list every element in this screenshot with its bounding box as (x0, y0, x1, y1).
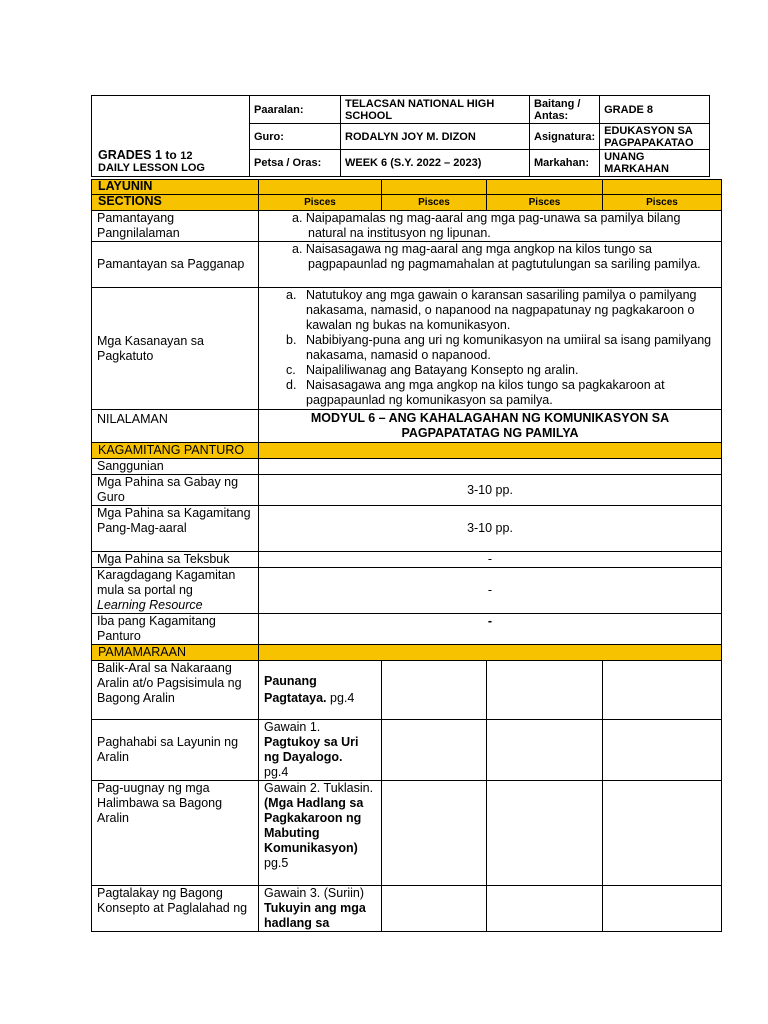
paghahabi-label: Paghahabi sa Layunin ng Aralin (92, 720, 259, 781)
header-table (91, 95, 710, 177)
pamantayan-text: a. Naisasagawa ng mag-aaral ang mga angkop na kilos tungo sa pagpapaunlad ng pagmamahalan at pagtutulungan sa sariling pamilya. (259, 242, 722, 288)
baitang-value: GRADE 8 (600, 96, 710, 124)
section-cell: Pisces (487, 195, 603, 211)
pamamaraan-header: PAMAMARAAN (92, 645, 259, 661)
pagtalakay-content: Gawain 3. (Suriin) Tukuyin ang mga hadlang sa (259, 886, 382, 932)
grades-title-cell: GRADES 1 to 12 DAILY LESSON LOG (92, 96, 250, 177)
lesson-log-table (91, 179, 722, 932)
gabay-label: Mga Pahina sa Gabay ng Guro (92, 475, 259, 506)
list-item: b. Nabibiyang-puna ang uri ng komunikasyon na umiiral sa isang pamilyang nakasama, namasid o napanood. (286, 333, 712, 362)
kagamitan-header: KAGAMITANG PANTURO (92, 443, 259, 459)
gabay-value: 3-10 pp. (259, 475, 722, 506)
teksbuk-label: Mga Pahina sa Teksbuk (92, 552, 259, 568)
petsa-value: WEEK 6 (S.Y. 2022 – 2023) (341, 150, 530, 177)
paguugnay-content: Gawain 2. Tuklasin. (Mga Hadlang sa Pagkakaroon ng Mabuting Komunikasyon) pg.5 (259, 781, 382, 886)
petsa-label: Petsa / Oras: (250, 150, 341, 177)
list-item: d. Naisasagawa ang mga angkop na kilos tungo sa pagkakaroon at pagpapaunlad ng komunikasyon sa pamilya. (286, 378, 665, 407)
layunin-header: LAYUNIN (92, 180, 259, 195)
kasanayan-list (259, 288, 722, 410)
markahan-label: Markahan: (530, 150, 600, 177)
kagamitan-mag-label: Mga Pahina sa Kagamitang Pang-Mag-aaral (92, 506, 259, 552)
pamantayang-label: Pamantayang Pangnilalaman (92, 211, 259, 242)
paghahabi-content: Gawain 1. Pagtukoy sa Uri ng Dayalogo. pg.4 (259, 720, 382, 781)
balik-aral-content: Paunang Pagtataya. pg.4 (259, 661, 382, 720)
guro-value: RODALYN JOY M. DIZON (341, 124, 530, 150)
section-cell: Pisces (259, 195, 382, 211)
section-cell: Pisces (603, 195, 722, 211)
sections-header: SECTIONS (92, 195, 259, 211)
sanggunian-label: Sanggunian (92, 459, 259, 475)
markahan-value: UNANG MARKAHAN (600, 150, 710, 177)
teksbuk-value: - (259, 552, 722, 568)
list-item: a. Natutukoy ang mga gawain o karansan sasariling pamilya o pamilyang nakasama, namasid, o napanood na nagpapatunay ng pagkakaroon o kawalan ng bukas na komunikasyon. (286, 288, 697, 332)
kagamitan-mag-value: 3-10 pp. (259, 506, 722, 552)
daily-lesson-log-title: DAILY LESSON LOG (98, 162, 205, 174)
pamantayan-label: Pamantayan sa Pagganap (92, 242, 259, 288)
karagdagang-label: Karagdagang Kagamitan mula sa portal ng Learning Resource (92, 568, 259, 614)
baitang-label: Baitang / Antas: (530, 96, 600, 124)
nilalaman-text: MODYUL 6 – ANG KAHALAGAHAN NG KOMUNIKASYON SA PAGPAPATATAG NG PAMILYA (259, 410, 722, 443)
kasanayan-label: Mga Kasanayan sa Pagkatuto (92, 288, 259, 410)
iba-value: - (259, 614, 722, 645)
nilalaman-label: NILALAMAN (92, 410, 259, 443)
asignatura-value: EDUKASYON SA PAGPAPAKATAO (600, 124, 710, 150)
list-item: c. Naipaliliwanag ang Batayang Konsepto ng aralin. (286, 363, 579, 377)
section-cell: Pisces (382, 195, 487, 211)
paaralan-value: TELACSAN NATIONAL HIGH SCHOOL (341, 96, 530, 124)
pamantayang-text: a. Naipapamalas ng mag-aaral ang mga pag-unawa sa pamilya bilang natural na institusyon ng lipunan. (259, 211, 722, 242)
karagdagang-value: - (259, 568, 722, 614)
balik-aral-label: Balik-Aral sa Nakaraang Aralin at/o Pagsisimula ng Bagong Aralin (92, 661, 259, 720)
asignatura-label: Asignatura: (530, 124, 600, 150)
paguugnay-label: Pag-uugnay ng mga Halimbawa sa Bagong Aralin (92, 781, 259, 886)
pagtalakay-label: Pagtalakay ng Bagong Konsepto at Paglalahad ng (92, 886, 259, 932)
iba-label: Iba pang Kagamitang Panturo (92, 614, 259, 645)
paaralan-label: Paaralan: (250, 96, 341, 124)
guro-label: Guro: (250, 124, 341, 150)
